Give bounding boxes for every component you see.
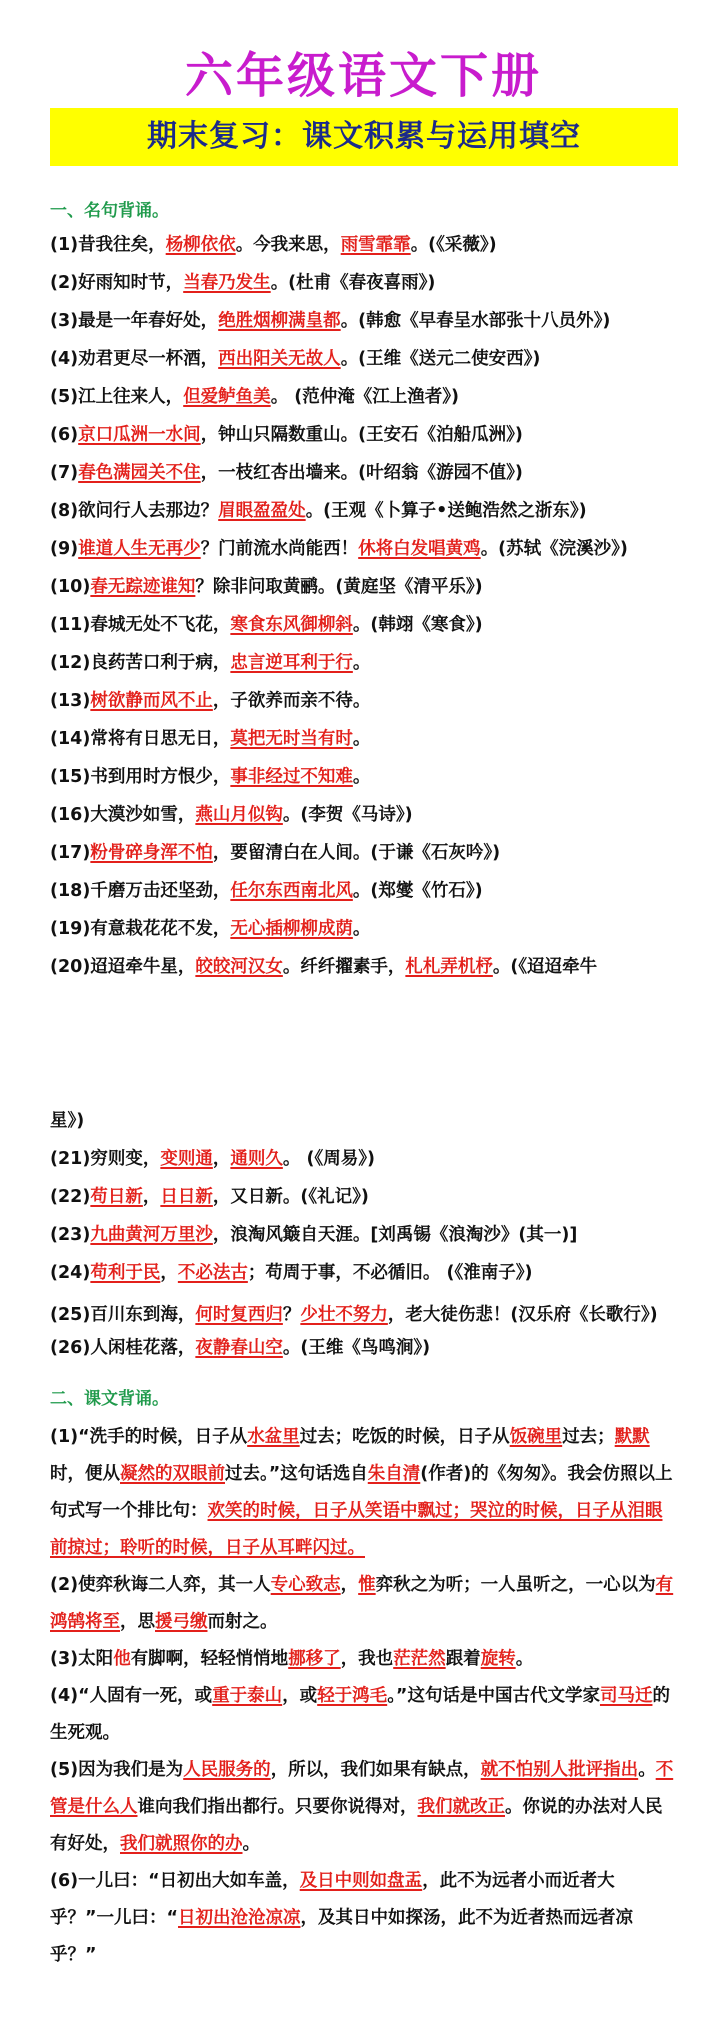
answer-text: 司马迁 — [599, 1686, 653, 1706]
answer-text: 眉眼盈盈处 — [218, 501, 306, 521]
list-item — [50, 383, 677, 411]
prompt-text: 。 (《周易》) — [282, 1149, 375, 1169]
list-item — [50, 1221, 677, 1249]
prompt-text: (21)穷则变， — [50, 1149, 161, 1169]
prompt-text: 。纤纤擢素手， — [282, 957, 406, 977]
prompt-text: 谁向我们指出都行。只要你说得对， — [137, 1797, 418, 1817]
answer-text: 无心插柳柳成荫 — [230, 919, 353, 939]
answer-text: 我们就照你的办 — [120, 1834, 243, 1854]
prompt-text: 过去。”这句话选自 — [225, 1464, 368, 1484]
prompt-text: 。(李贺《马诗》) — [282, 805, 413, 825]
answer-text: 忠言逆耳利于行 — [230, 653, 353, 673]
list-item — [50, 307, 677, 335]
prompt-text: 而射之。 — [207, 1612, 278, 1632]
prompt-text: ，思 — [120, 1612, 155, 1632]
answer-text: 不管是什么人 — [50, 1760, 674, 1817]
list-item — [50, 345, 677, 373]
list-item — [50, 231, 677, 259]
list-item — [50, 649, 677, 677]
prompt-text: ， — [212, 1149, 231, 1169]
answer-text: 变则通 — [160, 1149, 213, 1169]
answer-text: 饭碗里 — [509, 1427, 563, 1447]
answer-text: 绝胜烟柳满皇都 — [218, 311, 341, 331]
list-item — [50, 1334, 677, 1362]
prompt-text: ，或 — [282, 1686, 318, 1706]
answer-text: 杨柳依依 — [165, 235, 236, 255]
list-item — [50, 915, 677, 943]
answer-text: 通则久 — [230, 1149, 283, 1169]
answer-text: 京口瓜洲一水间 — [78, 425, 201, 445]
prompt-text: (1)昔我往矣， — [50, 235, 166, 255]
prompt-text: 。 — [352, 729, 371, 749]
prompt-text: 。 — [638, 1760, 656, 1780]
answer-text: 援弓缴 — [155, 1612, 208, 1632]
prompt-text: 。 (范仲淹《江上渔者》) — [270, 387, 460, 407]
answer-text: 重于泰山 — [212, 1686, 283, 1706]
paragraph — [50, 1752, 677, 1863]
answer-text: 挪移了 — [288, 1649, 341, 1669]
answer-text: 凝然的双眼前 — [120, 1464, 225, 1484]
prompt-text: (作者)的《匆匆》。我会仿照以上句式写一个排比句： — [50, 1464, 673, 1521]
list-item — [50, 877, 677, 905]
prompt-text: (3)最是一年春好处， — [50, 311, 219, 331]
list-item — [50, 535, 677, 563]
prompt-text: (5)因为我们是为 — [50, 1760, 184, 1780]
answer-text: 日日新 — [160, 1187, 213, 1207]
section1-list — [50, 231, 677, 981]
prompt-text: (25)百川东到海， — [50, 1305, 196, 1325]
prompt-text: (11)春城无处不飞花， — [50, 615, 231, 635]
prompt-text: (17) — [50, 843, 91, 863]
answer-text: 九曲黄河万里沙 — [90, 1225, 213, 1245]
prompt-text: 。”这句话是中国古代文学家 — [387, 1686, 600, 1706]
prompt-text: 过去； — [562, 1427, 615, 1447]
prompt-text: 。(王观《卜算子•送鲍浩然之浙东》) — [305, 501, 587, 521]
answer-text: 莫把无时当有时 — [230, 729, 353, 749]
list-item — [50, 573, 677, 601]
list-item — [50, 421, 677, 449]
answer-text: 不必法古 — [177, 1263, 248, 1283]
prompt-text: 。(王维《鸟鸣涧》) — [282, 1338, 431, 1358]
prompt-text: (26)人闲桂花落， — [50, 1338, 196, 1358]
answer-text: 茫茫然 — [393, 1649, 446, 1669]
prompt-text: (5)江上往来人， — [50, 387, 184, 407]
prompt-text: (16)大漠沙如雪， — [50, 805, 196, 825]
prompt-text: ，又日新。(《礼记》) — [212, 1187, 369, 1207]
answer-text: 树欲静而风不止 — [90, 691, 213, 711]
prompt-text: 跟着 — [445, 1649, 481, 1669]
prompt-text: (13) — [50, 691, 91, 711]
prompt-text: (10) — [50, 577, 91, 597]
prompt-text: 。(杜甫《春夜喜雨》) — [270, 273, 436, 293]
prompt-text: 。(郑燮《竹石》) — [352, 881, 483, 901]
prompt-text: 。 — [352, 919, 371, 939]
prompt-text: 有脚啊，轻轻悄悄地 — [130, 1649, 289, 1669]
answer-text: 谁道人生无再少 — [78, 539, 201, 559]
list-item — [50, 953, 677, 981]
answer-text: 及日中则如盘盂 — [299, 1871, 423, 1891]
prompt-text: 。(《采薇》) — [410, 235, 497, 255]
prompt-text: ， — [160, 1263, 178, 1283]
prompt-text: (23) — [50, 1225, 91, 1245]
list-item — [50, 839, 677, 867]
prompt-text: ，我也 — [340, 1649, 394, 1669]
paragraph — [50, 1641, 677, 1678]
answer-text: 有鸿鹄将至 — [50, 1575, 674, 1632]
prompt-text: (14)常将有日思无日， — [50, 729, 231, 749]
prompt-text: (12)良药苦口利于病， — [50, 653, 231, 673]
prompt-text: ？门前流水尚能西！ — [200, 539, 359, 559]
answer-text: 苟日新 — [90, 1187, 143, 1207]
prompt-text: 。(韩愈《早春呈水部张十八员外》) — [340, 311, 611, 331]
prompt-text: 。今我来思， — [235, 235, 341, 255]
answer-text: 皎皎河汉女 — [195, 957, 283, 977]
section-heading-2: 二、课文背诵。 — [50, 1389, 169, 1409]
page-gap — [50, 991, 677, 1107]
prompt-text: ， — [340, 1575, 359, 1595]
answer-text: 默默 — [614, 1427, 650, 1447]
answer-text: 日初出沧沧凉凉 — [178, 1908, 301, 1928]
list-item — [50, 1259, 677, 1287]
prompt-text: (18)千磨万击还坚劲， — [50, 881, 231, 901]
prompt-text: ，浪淘风簸自天涯。[刘禹锡《浪淘沙》(其一)] — [212, 1225, 578, 1245]
prompt-text: 。(苏轼《浣溪沙》) — [480, 539, 628, 559]
prompt-text: 过去；吃饭的时候，日子从 — [299, 1427, 510, 1447]
answer-text: 粉骨碎身浑不怕 — [90, 843, 213, 863]
answer-text: 少壮不努力 — [300, 1305, 388, 1325]
answer-text: 何时复西归 — [195, 1305, 283, 1325]
answer-text: 旋转 — [480, 1649, 516, 1669]
prompt-text: ；苟周于事，不必循旧。 (《淮南子》) — [247, 1263, 533, 1283]
prompt-text: ，要留清白在人间。(于谦《石灰吟》) — [212, 843, 501, 863]
answer-text: 苟利于民 — [90, 1263, 161, 1283]
list-item — [50, 611, 677, 639]
answer-text: 水盆里 — [247, 1427, 300, 1447]
prompt-text: ，钟山只隔数重山。(王安石《泊船瓜洲》) — [200, 425, 523, 445]
answer-text: 夜静春山空 — [195, 1338, 283, 1358]
list-item — [50, 801, 677, 829]
section1-list-continued — [50, 1145, 677, 1362]
answer-text: 休将白发唱黄鸡 — [358, 539, 481, 559]
list-item — [50, 687, 677, 715]
answer-text: 雨雪霏霏 — [340, 235, 411, 255]
prompt-text: (2)使弈秋诲二人弈，其一人 — [50, 1575, 271, 1595]
prompt-text: 。 — [352, 767, 371, 787]
prompt-text: (6)一儿曰：“日初出大如车盖， — [50, 1871, 300, 1891]
prompt-text: 时，便从 — [50, 1464, 120, 1484]
list-item — [50, 1183, 677, 1211]
prompt-text: ，及其日中如探汤，此不为近者热而远者凉乎？” — [50, 1908, 634, 1965]
prompt-text: ， — [142, 1187, 161, 1207]
prompt-text: (4)劝君更尽一杯酒， — [50, 349, 219, 369]
prompt-text: 弈秋之为听；一人虽听之，一心以为 — [375, 1575, 656, 1595]
paragraph — [50, 1678, 677, 1752]
prompt-text: 。 — [352, 653, 371, 673]
paragraph — [50, 1863, 677, 1974]
list-item — [50, 725, 677, 753]
prompt-text: (24) — [50, 1263, 91, 1283]
answer-text: 他 — [113, 1649, 131, 1669]
subtitle-banner: 期末复习：课文积累与运用填空 — [50, 108, 678, 166]
list-item — [50, 497, 677, 525]
prompt-text: (8)欲问行人去那边？ — [50, 501, 219, 521]
prompt-text: (1)“洗手的时候，日子从 — [50, 1427, 248, 1447]
prompt-text: ，此不为远者小而近者大乎？”一儿曰：“ — [50, 1871, 615, 1928]
prompt-text: (3)太阳 — [50, 1649, 114, 1669]
answer-text: 惟 — [358, 1575, 376, 1595]
paragraph — [50, 1567, 677, 1641]
paragraph — [50, 1419, 677, 1567]
prompt-text: 。(《迢迢牵牛 — [492, 957, 598, 977]
prompt-text: (6) — [50, 425, 79, 445]
answer-text: 春无踪迹谁知 — [90, 577, 196, 597]
answer-text: 但爱鲈鱼美 — [183, 387, 271, 407]
answer-text: 专心致志 — [270, 1575, 341, 1595]
prompt-text: ，一枝红杏出墙来。(叶绍翁《游园不值》) — [200, 463, 523, 483]
prompt-text: 。 — [242, 1834, 260, 1854]
answer-text: 寒食东风御柳斜 — [230, 615, 353, 635]
answer-text: 春色满园关不住 — [78, 463, 201, 483]
prompt-text: ？ — [282, 1305, 301, 1325]
answer-text: 就不怕别人批评指出 — [480, 1760, 639, 1780]
prompt-text: ，所以，我们如果有缺点， — [270, 1760, 481, 1780]
prompt-text: (20)迢迢牵牛星， — [50, 957, 196, 977]
prompt-text: (2)好雨知时节， — [50, 273, 184, 293]
section-heading-1: 一、名句背诵。 — [50, 201, 169, 221]
prompt-text: 。你说的办法对人民有好处， — [50, 1797, 663, 1854]
prompt-text: ，子欲养而亲不待。 — [212, 691, 371, 711]
prompt-text: (4)“人固有一死，或 — [50, 1686, 213, 1706]
prompt-text: 。(王维《送元二使安西》) — [340, 349, 541, 369]
list-item — [50, 459, 677, 487]
answer-text: 轻于鸿毛 — [317, 1686, 388, 1706]
list-item — [50, 1297, 677, 1334]
prompt-text: ？除非问取黄鹂。(黄庭坚《清平乐》) — [195, 577, 483, 597]
answer-text: 朱自清 — [367, 1464, 421, 1484]
answer-text: 燕山月似钩 — [195, 805, 283, 825]
list-item — [50, 269, 677, 297]
prompt-text: ，老大徒伤悲！(汉乐府《长歌行》) — [387, 1305, 658, 1325]
answer-text: 任尔东西南北风 — [230, 881, 353, 901]
page-title: 六年级语文下册 — [184, 48, 542, 104]
answer-text: 欢笑的时候，日子从笑语中飘过；哭泣的时候，日子从泪眼前掠过；聆听的时候，日子从耳畔闪过。 — [50, 1501, 663, 1558]
answer-text: 札札弄机杼 — [405, 957, 493, 977]
answer-text: 西出阳关无故人 — [218, 349, 341, 369]
list-item-continuation: 星》) — [50, 1111, 85, 1131]
prompt-text: 。 — [515, 1649, 534, 1669]
answer-text: 当春乃发生 — [183, 273, 271, 293]
answer-text: 人民服务的 — [183, 1760, 271, 1780]
list-item — [50, 763, 677, 791]
prompt-text: (7) — [50, 463, 79, 483]
prompt-text: 的生死观。 — [50, 1686, 670, 1743]
answer-text: 我们就改正 — [417, 1797, 505, 1817]
list-item — [50, 1145, 677, 1173]
prompt-text: (19)有意栽花花不发， — [50, 919, 231, 939]
prompt-text: 。(韩翊《寒食》) — [352, 615, 483, 635]
prompt-text: (22) — [50, 1187, 91, 1207]
section2-list — [50, 1419, 677, 1974]
prompt-text: (9) — [50, 539, 79, 559]
prompt-text: (15)书到用时方恨少， — [50, 767, 231, 787]
answer-text: 事非经过不知难 — [230, 767, 353, 787]
